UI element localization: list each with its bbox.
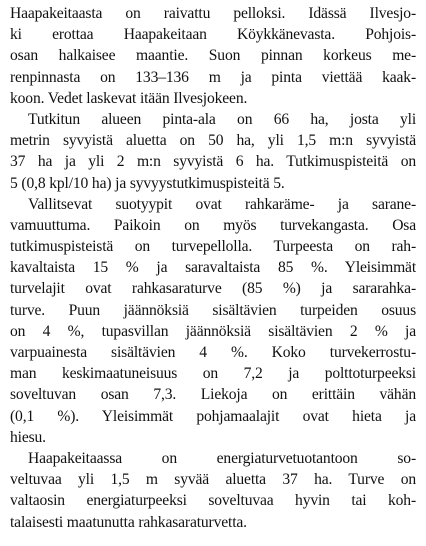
text-line: 5 (0,8 kpl/10 ha) ja syvyystutkimuspisteitä 5.: [10, 174, 285, 192]
text-line: metrin syvyistä aluetta on 50 ha, yli 1,5 m:n syvyistä: [10, 132, 416, 150]
text-line: veltuvaa yli 1,5 m syvää aluetta 37 ha. Turve on: [10, 471, 416, 489]
text-line: osan halkaisee maantie. Suon pinnan korkeus me-: [10, 47, 416, 65]
text-line: varpuainesta sisältävien 4 %. Koko turvekerrostu-: [10, 344, 416, 361]
paragraph-energy-peat: [10, 448, 416, 533]
text-line: turve. Puun jäännöksiä sisältävien turpeiden osuus: [10, 301, 416, 319]
text-line: turvelajit ovat rahkasaraturve (85 %) ja sararahka-: [10, 280, 416, 298]
text-line: Haapakeitaassa on energiaturvetuotantoon so-: [28, 449, 416, 467]
text-line: kavaltaista 15 % ja saravaltaista 85 %. Yleisimmät: [10, 259, 416, 277]
text-line: talaisesti maatunutta rahkasaraturvetta.: [10, 513, 247, 531]
text-line: Tutkitun alueen pinta-ala on 66 ha, josta yli: [28, 110, 416, 128]
text-line: (0,1 %). Yleisimmät pohjamaalajit ovat hieta ja: [10, 407, 416, 425]
text-line: koon. Vedet laskevat itään Ilvesjokeen.: [10, 89, 248, 107]
text-line: hiesu.: [10, 428, 46, 446]
text-line: tutkimuspisteistä on turvepellolla. Turpeesta on rah-: [10, 238, 416, 256]
text-line: man keskimaatuneisuus on 7,2 ja polttoturpeeksi: [10, 365, 416, 383]
text-line: ki erottaa Haapakeitaan Köykkänevasta. Pohjois-: [10, 26, 416, 44]
text-line: Vallitsevat suotyypit ovat rahkaräme- ja sarane-: [28, 195, 416, 213]
text-line: vamuuttuma. Paikoin on myös turvekangasta. Osa: [10, 216, 416, 234]
paragraph-peat-types: [10, 194, 416, 448]
text-line: on 4 %, tupasvillan jäännöksiä sisältävien 2 % ja: [10, 322, 416, 340]
text-line: renpinnasta on 133–136 m ja pinta viettää kaak-: [10, 68, 416, 86]
text-line: valtaosin energiaturpeeksi soveltuvaa hyvin tai koh-: [10, 492, 416, 510]
paragraph-location: [10, 3, 416, 109]
text-line: 37 ha ja yli 2 m:n syvyistä 6 ha. Tutkimuspisteitä on: [10, 153, 416, 171]
paragraph-area: [10, 109, 416, 194]
text-line: Haapakeitaasta on raivattu pelloksi. Idässä Ilvesjo-: [10, 5, 416, 22]
text-line: soveltuvan osan 7,3. Liekoja on erittäin vähän: [10, 386, 416, 404]
